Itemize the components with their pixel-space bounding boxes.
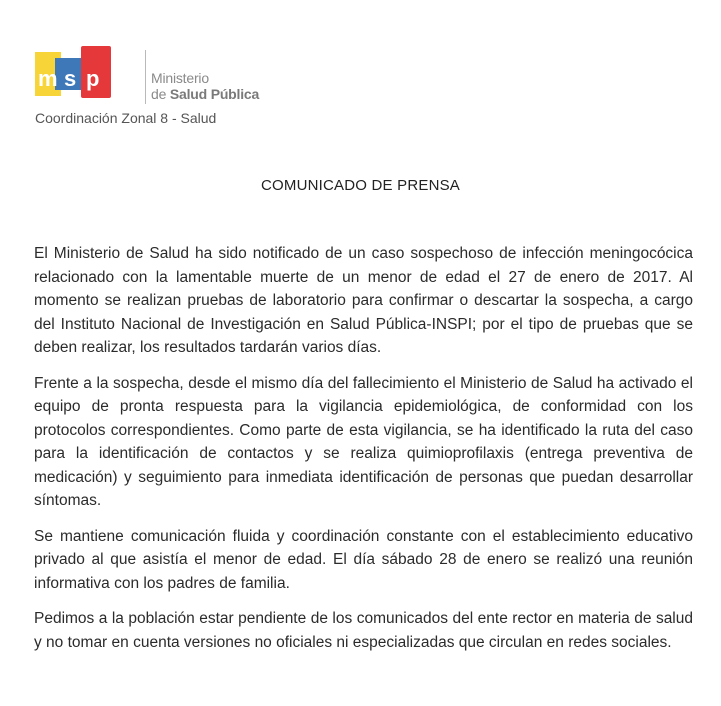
paragraph-2: Frente a la sospecha, desde el mismo día del fallecimiento el Ministerio de Salud ha activado el equipo de pronta respuesta para la vigilancia epidemiológica, de conformidad con los protocolos correspondientes. Como parte de esta vigilancia, se ha identificado la ruta del caso para la identificación de contactos y se realiza quimioprofilaxis (entrega preventiva de medicación) y seguimiento para inmediata identificación de personas que puedan desarrollar síntomas. bbox=[34, 374, 693, 509]
logo-divider bbox=[145, 50, 146, 104]
document-title: COMUNICADO DE PRENSA bbox=[260, 177, 461, 194]
ministry-name-line1: Ministerio bbox=[151, 70, 209, 86]
ministry-name-bold: Salud Pública bbox=[169, 86, 260, 102]
svg-text:p: p bbox=[86, 66, 100, 91]
document-body bbox=[34, 242, 693, 666]
svg-text:s: s bbox=[64, 66, 77, 91]
zonal-coordination: Coordinación Zonal 8 - Salud bbox=[35, 110, 217, 126]
ministry-name bbox=[151, 70, 291, 102]
paragraph-4: Pedimos a la población estar pendiente de los comunicados del ente rector en materia de salud y no tomar en cuenta versiones no oficiales ni especializadas que circulan en redes sociales. bbox=[34, 610, 693, 651]
paragraph-1: El Ministerio de Salud ha sido notificado de un caso sospechoso de infección meningocócica relacionado con la lamentable muerte de un menor de edad el 27 de enero de 2017. Al momento se realizan pruebas de laboratorio para confirmar o descartar la sospecha, a cargo del Instituto Nacional de Investigación en Salud Pública-INSPI; por el tipo de pruebas que se deben realizar, los resultados tardarán varios días. bbox=[34, 245, 693, 356]
svg-text:m: m bbox=[38, 66, 58, 91]
msp-logo-icon bbox=[35, 46, 113, 106]
paragraph-3: Se mantiene comunicación fluida y coordinación constante con el establecimiento educativo privado al que asistía el menor de edad. El día sábado 28 de enero se realizó una reunión informativa con los padres de familia. bbox=[34, 527, 693, 592]
ministry-name-prefix: de bbox=[151, 86, 167, 102]
document-header bbox=[33, 44, 293, 134]
ministry-logo bbox=[33, 44, 263, 106]
ministry-name-line2 bbox=[151, 86, 291, 102]
